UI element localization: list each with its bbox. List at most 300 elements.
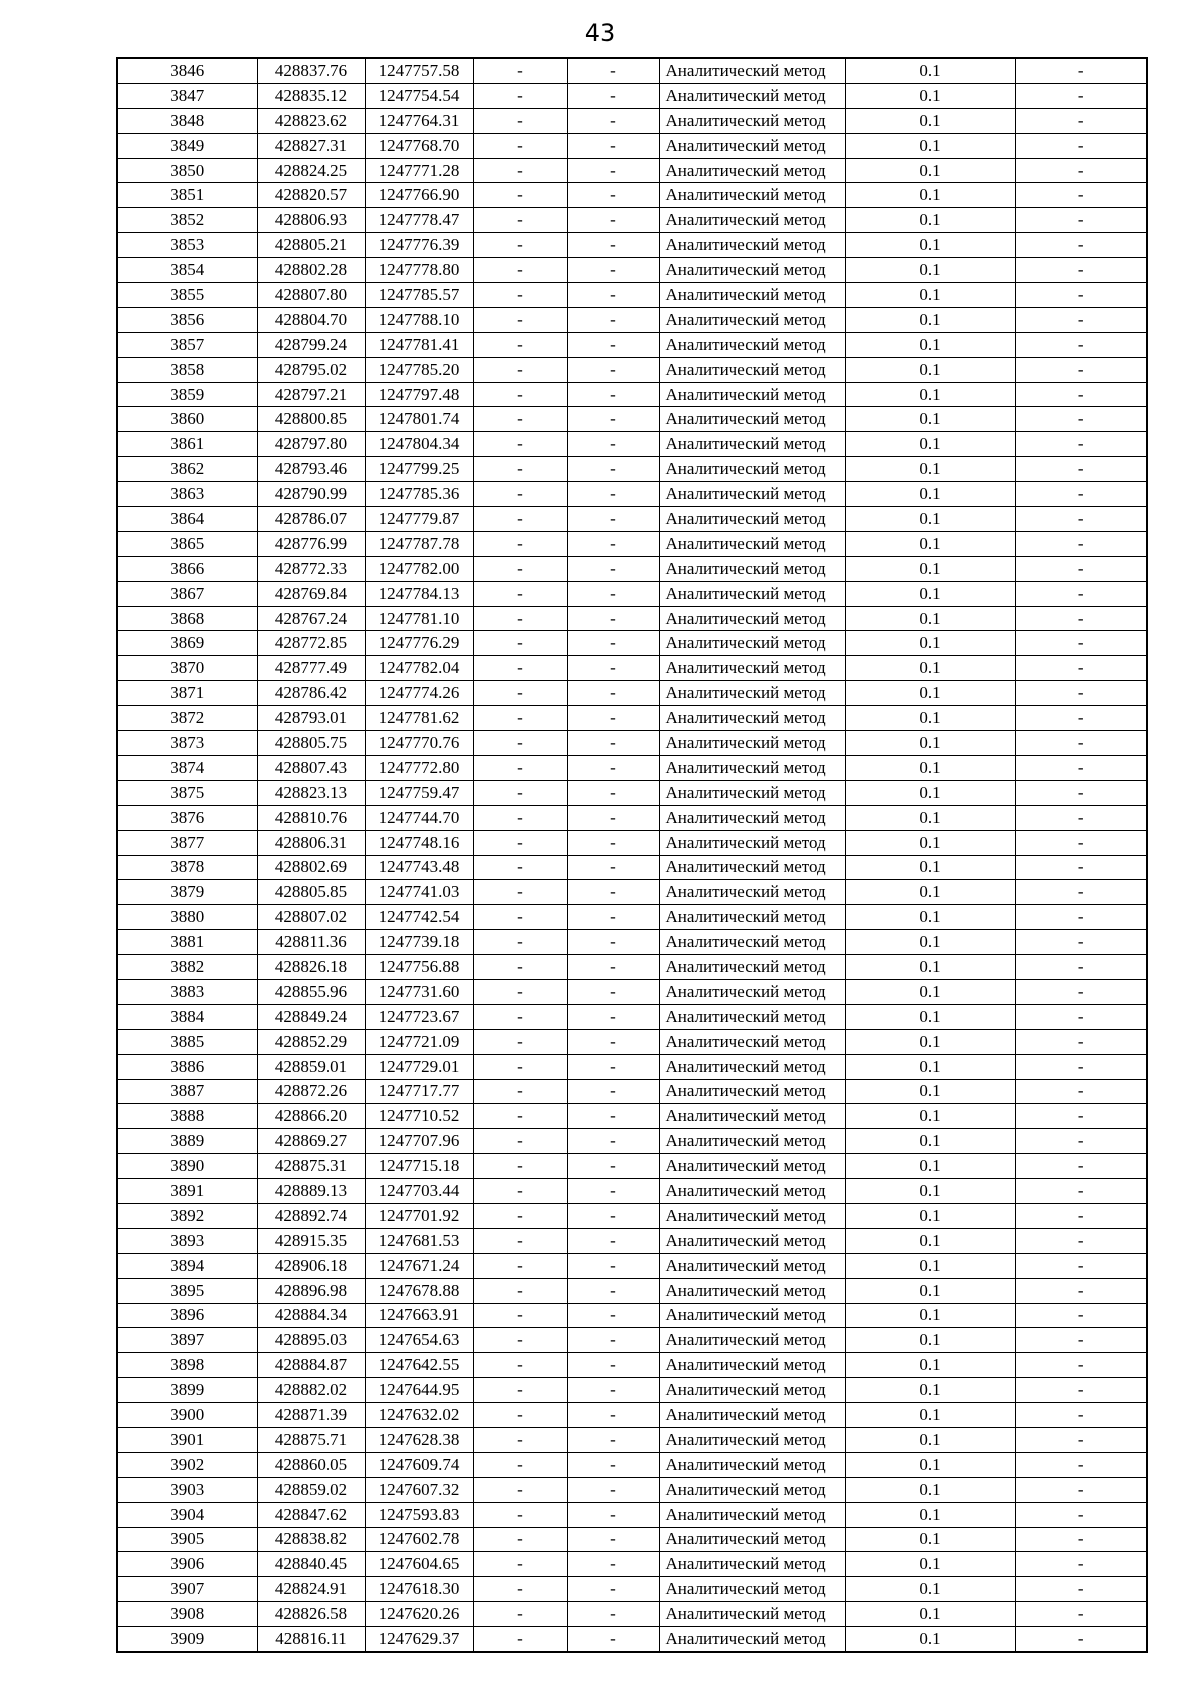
- y-coordinate-cell: 1247618.30: [365, 1577, 473, 1602]
- empty-cell-a: -: [473, 1004, 567, 1029]
- accuracy-cell: 0.1: [845, 1602, 1015, 1627]
- x-coordinate-cell: 428806.31: [257, 830, 365, 855]
- method-cell: Аналитический метод: [659, 108, 845, 133]
- table-row: [117, 1403, 1147, 1428]
- y-coordinate-cell: 1247782.00: [365, 556, 473, 581]
- table-row: [117, 656, 1147, 681]
- table-row: [117, 283, 1147, 308]
- empty-cell-c: -: [1015, 706, 1147, 731]
- accuracy-cell: 0.1: [845, 955, 1015, 980]
- empty-cell-b: -: [567, 805, 659, 830]
- accuracy-cell: 0.1: [845, 1029, 1015, 1054]
- method-cell: Аналитический метод: [659, 83, 845, 108]
- y-coordinate-cell: 1247782.04: [365, 656, 473, 681]
- empty-cell-c: -: [1015, 581, 1147, 606]
- y-coordinate-cell: 1247785.36: [365, 482, 473, 507]
- empty-cell-c: -: [1015, 731, 1147, 756]
- point-number-cell: 3869: [117, 631, 257, 656]
- method-cell: Аналитический метод: [659, 482, 845, 507]
- accuracy-cell: 0.1: [845, 357, 1015, 382]
- method-cell: Аналитический метод: [659, 731, 845, 756]
- y-coordinate-cell: 1247784.13: [365, 581, 473, 606]
- point-number-cell: 3908: [117, 1602, 257, 1627]
- accuracy-cell: 0.1: [845, 283, 1015, 308]
- x-coordinate-cell: 428823.13: [257, 780, 365, 805]
- accuracy-cell: 0.1: [845, 556, 1015, 581]
- x-coordinate-cell: 428799.24: [257, 332, 365, 357]
- x-coordinate-cell: 428826.18: [257, 955, 365, 980]
- y-coordinate-cell: 1247632.02: [365, 1403, 473, 1428]
- method-cell: Аналитический метод: [659, 880, 845, 905]
- empty-cell-b: -: [567, 1228, 659, 1253]
- accuracy-cell: 0.1: [845, 133, 1015, 158]
- method-cell: Аналитический метод: [659, 706, 845, 731]
- table-row: [117, 382, 1147, 407]
- table-row: [117, 631, 1147, 656]
- point-number-cell: 3866: [117, 556, 257, 581]
- point-number-cell: 3860: [117, 407, 257, 432]
- empty-cell-a: -: [473, 332, 567, 357]
- y-coordinate-cell: 1247681.53: [365, 1228, 473, 1253]
- table-row: [117, 1253, 1147, 1278]
- x-coordinate-cell: 428793.01: [257, 706, 365, 731]
- method-cell: Аналитический метод: [659, 830, 845, 855]
- y-coordinate-cell: 1247602.78: [365, 1527, 473, 1552]
- y-coordinate-cell: 1247743.48: [365, 855, 473, 880]
- method-cell: Аналитический метод: [659, 1378, 845, 1403]
- method-cell: Аналитический метод: [659, 457, 845, 482]
- table-row: [117, 1353, 1147, 1378]
- table-row: [117, 1179, 1147, 1204]
- empty-cell-c: -: [1015, 955, 1147, 980]
- x-coordinate-cell: 428786.42: [257, 681, 365, 706]
- accuracy-cell: 0.1: [845, 233, 1015, 258]
- table-row: [117, 581, 1147, 606]
- method-cell: Аналитический метод: [659, 1054, 845, 1079]
- y-coordinate-cell: 1247678.88: [365, 1278, 473, 1303]
- empty-cell-c: -: [1015, 1328, 1147, 1353]
- table-row: [117, 880, 1147, 905]
- empty-cell-a: -: [473, 1527, 567, 1552]
- table-row: [117, 979, 1147, 1004]
- x-coordinate-cell: 428849.24: [257, 1004, 365, 1029]
- empty-cell-b: -: [567, 1427, 659, 1452]
- point-number-cell: 3895: [117, 1278, 257, 1303]
- x-coordinate-cell: 428786.07: [257, 507, 365, 532]
- empty-cell-c: -: [1015, 1353, 1147, 1378]
- point-number-cell: 3897: [117, 1328, 257, 1353]
- empty-cell-a: -: [473, 1079, 567, 1104]
- accuracy-cell: 0.1: [845, 780, 1015, 805]
- empty-cell-b: -: [567, 1054, 659, 1079]
- table-row: [117, 905, 1147, 930]
- table-row: [117, 855, 1147, 880]
- point-number-cell: 3871: [117, 681, 257, 706]
- point-number-cell: 3887: [117, 1079, 257, 1104]
- point-number-cell: 3904: [117, 1502, 257, 1527]
- y-coordinate-cell: 1247723.67: [365, 1004, 473, 1029]
- x-coordinate-cell: 428805.75: [257, 731, 365, 756]
- empty-cell-b: -: [567, 1328, 659, 1353]
- empty-cell-a: -: [473, 1228, 567, 1253]
- method-cell: Аналитический метод: [659, 855, 845, 880]
- point-number-cell: 3893: [117, 1228, 257, 1253]
- empty-cell-a: -: [473, 1129, 567, 1154]
- empty-cell-a: -: [473, 1577, 567, 1602]
- y-coordinate-cell: 1247604.65: [365, 1552, 473, 1577]
- x-coordinate-cell: 428875.71: [257, 1427, 365, 1452]
- table-row: [117, 606, 1147, 631]
- empty-cell-b: -: [567, 357, 659, 382]
- empty-cell-c: -: [1015, 1452, 1147, 1477]
- point-number-cell: 3903: [117, 1477, 257, 1502]
- y-coordinate-cell: 1247741.03: [365, 880, 473, 905]
- empty-cell-a: -: [473, 507, 567, 532]
- point-number-cell: 3882: [117, 955, 257, 980]
- empty-cell-c: -: [1015, 1228, 1147, 1253]
- empty-cell-c: -: [1015, 606, 1147, 631]
- empty-cell-c: -: [1015, 979, 1147, 1004]
- accuracy-cell: 0.1: [845, 1328, 1015, 1353]
- accuracy-cell: 0.1: [845, 382, 1015, 407]
- empty-cell-a: -: [473, 1054, 567, 1079]
- empty-cell-a: -: [473, 1627, 567, 1652]
- method-cell: Аналитический метод: [659, 1328, 845, 1353]
- accuracy-cell: 0.1: [845, 681, 1015, 706]
- empty-cell-a: -: [473, 382, 567, 407]
- x-coordinate-cell: 428807.02: [257, 905, 365, 930]
- empty-cell-b: -: [567, 1278, 659, 1303]
- empty-cell-a: -: [473, 233, 567, 258]
- page-number: 43: [584, 19, 616, 47]
- point-number-cell: 3850: [117, 158, 257, 183]
- method-cell: Аналитический метод: [659, 1253, 845, 1278]
- accuracy-cell: 0.1: [845, 531, 1015, 556]
- empty-cell-a: -: [473, 283, 567, 308]
- empty-cell-c: -: [1015, 407, 1147, 432]
- empty-cell-b: -: [567, 233, 659, 258]
- empty-cell-a: -: [473, 930, 567, 955]
- empty-cell-a: -: [473, 1278, 567, 1303]
- empty-cell-c: -: [1015, 755, 1147, 780]
- table-row: [117, 1104, 1147, 1129]
- empty-cell-a: -: [473, 1104, 567, 1129]
- point-number-cell: 3899: [117, 1378, 257, 1403]
- point-number-cell: 3906: [117, 1552, 257, 1577]
- y-coordinate-cell: 1247642.55: [365, 1353, 473, 1378]
- table-row: [117, 955, 1147, 980]
- y-coordinate-cell: 1247781.62: [365, 706, 473, 731]
- empty-cell-c: -: [1015, 1253, 1147, 1278]
- accuracy-cell: 0.1: [845, 1577, 1015, 1602]
- x-coordinate-cell: 428806.93: [257, 208, 365, 233]
- x-coordinate-cell: 428797.21: [257, 382, 365, 407]
- table-row: [117, 482, 1147, 507]
- empty-cell-b: -: [567, 332, 659, 357]
- empty-cell-c: -: [1015, 482, 1147, 507]
- empty-cell-c: -: [1015, 83, 1147, 108]
- table-row: [117, 1004, 1147, 1029]
- empty-cell-c: -: [1015, 1602, 1147, 1627]
- x-coordinate-cell: 428884.87: [257, 1353, 365, 1378]
- empty-cell-c: -: [1015, 1527, 1147, 1552]
- method-cell: Аналитический метод: [659, 507, 845, 532]
- point-number-cell: 3881: [117, 930, 257, 955]
- table-row: [117, 706, 1147, 731]
- accuracy-cell: 0.1: [845, 1104, 1015, 1129]
- empty-cell-a: -: [473, 656, 567, 681]
- table-row: [117, 805, 1147, 830]
- point-number-cell: 3909: [117, 1627, 257, 1652]
- empty-cell-b: -: [567, 1253, 659, 1278]
- table-row: [117, 681, 1147, 706]
- method-cell: Аналитический метод: [659, 1079, 845, 1104]
- empty-cell-a: -: [473, 133, 567, 158]
- table-row: [117, 556, 1147, 581]
- accuracy-cell: 0.1: [845, 407, 1015, 432]
- y-coordinate-cell: 1247701.92: [365, 1203, 473, 1228]
- y-coordinate-cell: 1247776.29: [365, 631, 473, 656]
- empty-cell-a: -: [473, 780, 567, 805]
- x-coordinate-cell: 428804.70: [257, 307, 365, 332]
- empty-cell-c: -: [1015, 631, 1147, 656]
- empty-cell-c: -: [1015, 1104, 1147, 1129]
- empty-cell-a: -: [473, 905, 567, 930]
- empty-cell-b: -: [567, 706, 659, 731]
- accuracy-cell: 0.1: [845, 1527, 1015, 1552]
- empty-cell-c: -: [1015, 1154, 1147, 1179]
- table-row: [117, 258, 1147, 283]
- x-coordinate-cell: 428772.33: [257, 556, 365, 581]
- empty-cell-c: -: [1015, 1029, 1147, 1054]
- method-cell: Аналитический метод: [659, 581, 845, 606]
- point-number-cell: 3849: [117, 133, 257, 158]
- point-number-cell: 3879: [117, 880, 257, 905]
- x-coordinate-cell: 428838.82: [257, 1527, 365, 1552]
- empty-cell-b: -: [567, 83, 659, 108]
- table-row: [117, 1527, 1147, 1552]
- point-number-cell: 3907: [117, 1577, 257, 1602]
- y-coordinate-cell: 1247731.60: [365, 979, 473, 1004]
- x-coordinate-cell: 428807.43: [257, 755, 365, 780]
- empty-cell-b: -: [567, 307, 659, 332]
- table-row: [117, 307, 1147, 332]
- y-coordinate-cell: 1247742.54: [365, 905, 473, 930]
- method-cell: Аналитический метод: [659, 1627, 845, 1652]
- accuracy-cell: 0.1: [845, 1278, 1015, 1303]
- empty-cell-c: -: [1015, 1004, 1147, 1029]
- empty-cell-a: -: [473, 1179, 567, 1204]
- y-coordinate-cell: 1247781.41: [365, 332, 473, 357]
- table-row: [117, 1378, 1147, 1403]
- empty-cell-a: -: [473, 1253, 567, 1278]
- empty-cell-b: -: [567, 1378, 659, 1403]
- empty-cell-a: -: [473, 531, 567, 556]
- empty-cell-b: -: [567, 606, 659, 631]
- empty-cell-a: -: [473, 457, 567, 482]
- empty-cell-b: -: [567, 930, 659, 955]
- point-number-cell: 3868: [117, 606, 257, 631]
- y-coordinate-cell: 1247759.47: [365, 780, 473, 805]
- x-coordinate-cell: 428824.25: [257, 158, 365, 183]
- x-coordinate-cell: 428800.85: [257, 407, 365, 432]
- method-cell: Аналитический метод: [659, 283, 845, 308]
- empty-cell-a: -: [473, 631, 567, 656]
- method-cell: Аналитический метод: [659, 307, 845, 332]
- accuracy-cell: 0.1: [845, 631, 1015, 656]
- empty-cell-b: -: [567, 1602, 659, 1627]
- accuracy-cell: 0.1: [845, 1427, 1015, 1452]
- accuracy-cell: 0.1: [845, 258, 1015, 283]
- table-row: [117, 1552, 1147, 1577]
- accuracy-cell: 0.1: [845, 1552, 1015, 1577]
- table-row: [117, 1602, 1147, 1627]
- empty-cell-b: -: [567, 1104, 659, 1129]
- empty-cell-a: -: [473, 258, 567, 283]
- method-cell: Аналитический метод: [659, 1602, 845, 1627]
- x-coordinate-cell: 428793.46: [257, 457, 365, 482]
- empty-cell-c: -: [1015, 432, 1147, 457]
- x-coordinate-cell: 428802.28: [257, 258, 365, 283]
- empty-cell-b: -: [567, 581, 659, 606]
- accuracy-cell: 0.1: [845, 930, 1015, 955]
- x-coordinate-cell: 428769.84: [257, 581, 365, 606]
- empty-cell-c: -: [1015, 108, 1147, 133]
- empty-cell-b: -: [567, 556, 659, 581]
- x-coordinate-cell: 428847.62: [257, 1502, 365, 1527]
- y-coordinate-cell: 1247744.70: [365, 805, 473, 830]
- y-coordinate-cell: 1247721.09: [365, 1029, 473, 1054]
- table-row: [117, 1203, 1147, 1228]
- point-number-cell: 3888: [117, 1104, 257, 1129]
- method-cell: Аналитический метод: [659, 133, 845, 158]
- empty-cell-b: -: [567, 631, 659, 656]
- point-number-cell: 3851: [117, 183, 257, 208]
- x-coordinate-cell: 428816.11: [257, 1627, 365, 1652]
- method-cell: Аналитический метод: [659, 407, 845, 432]
- empty-cell-c: -: [1015, 1427, 1147, 1452]
- y-coordinate-cell: 1247644.95: [365, 1378, 473, 1403]
- empty-cell-a: -: [473, 307, 567, 332]
- method-cell: Аналитический метод: [659, 930, 845, 955]
- y-coordinate-cell: 1247776.39: [365, 233, 473, 258]
- empty-cell-a: -: [473, 1203, 567, 1228]
- empty-cell-a: -: [473, 83, 567, 108]
- empty-cell-a: -: [473, 1427, 567, 1452]
- empty-cell-a: -: [473, 755, 567, 780]
- x-coordinate-cell: 428802.69: [257, 855, 365, 880]
- point-number-cell: 3873: [117, 731, 257, 756]
- empty-cell-c: -: [1015, 1577, 1147, 1602]
- x-coordinate-cell: 428767.24: [257, 606, 365, 631]
- y-coordinate-cell: 1247707.96: [365, 1129, 473, 1154]
- point-number-cell: 3878: [117, 855, 257, 880]
- accuracy-cell: 0.1: [845, 1154, 1015, 1179]
- empty-cell-b: -: [567, 1029, 659, 1054]
- empty-cell-c: -: [1015, 1552, 1147, 1577]
- x-coordinate-cell: 428915.35: [257, 1228, 365, 1253]
- point-number-cell: 3886: [117, 1054, 257, 1079]
- accuracy-cell: 0.1: [845, 755, 1015, 780]
- accuracy-cell: 0.1: [845, 979, 1015, 1004]
- accuracy-cell: 0.1: [845, 606, 1015, 631]
- empty-cell-a: -: [473, 979, 567, 1004]
- table-row: [117, 158, 1147, 183]
- empty-cell-a: -: [473, 855, 567, 880]
- table-row: [117, 1328, 1147, 1353]
- table-row: [117, 531, 1147, 556]
- method-cell: Аналитический метод: [659, 955, 845, 980]
- x-coordinate-cell: 428772.85: [257, 631, 365, 656]
- empty-cell-b: -: [567, 1477, 659, 1502]
- table-row: [117, 755, 1147, 780]
- x-coordinate-cell: 428855.96: [257, 979, 365, 1004]
- table-row: [117, 1054, 1147, 1079]
- point-number-cell: 3883: [117, 979, 257, 1004]
- accuracy-cell: 0.1: [845, 58, 1015, 83]
- method-cell: Аналитический метод: [659, 1502, 845, 1527]
- x-coordinate-cell: 428892.74: [257, 1203, 365, 1228]
- empty-cell-c: -: [1015, 382, 1147, 407]
- y-coordinate-cell: 1247754.54: [365, 83, 473, 108]
- method-cell: Аналитический метод: [659, 1129, 845, 1154]
- empty-cell-c: -: [1015, 58, 1147, 83]
- table-row: [117, 1228, 1147, 1253]
- point-number-cell: 3857: [117, 332, 257, 357]
- empty-cell-c: -: [1015, 531, 1147, 556]
- point-number-cell: 3874: [117, 755, 257, 780]
- empty-cell-c: -: [1015, 133, 1147, 158]
- y-coordinate-cell: 1247629.37: [365, 1627, 473, 1652]
- x-coordinate-cell: 428869.27: [257, 1129, 365, 1154]
- x-coordinate-cell: 428811.36: [257, 930, 365, 955]
- empty-cell-b: -: [567, 108, 659, 133]
- point-number-cell: 3889: [117, 1129, 257, 1154]
- empty-cell-a: -: [473, 805, 567, 830]
- empty-cell-a: -: [473, 183, 567, 208]
- x-coordinate-cell: 428805.85: [257, 880, 365, 905]
- table-row: [117, 208, 1147, 233]
- method-cell: Аналитический метод: [659, 258, 845, 283]
- empty-cell-c: -: [1015, 183, 1147, 208]
- empty-cell-b: -: [567, 58, 659, 83]
- method-cell: Аналитический метод: [659, 1104, 845, 1129]
- point-number-cell: 3847: [117, 83, 257, 108]
- x-coordinate-cell: 428807.80: [257, 283, 365, 308]
- point-number-cell: 3870: [117, 656, 257, 681]
- point-number-cell: 3880: [117, 905, 257, 930]
- method-cell: Аналитический метод: [659, 1228, 845, 1253]
- accuracy-cell: 0.1: [845, 432, 1015, 457]
- method-cell: Аналитический метод: [659, 1353, 845, 1378]
- empty-cell-b: -: [567, 407, 659, 432]
- empty-cell-b: -: [567, 258, 659, 283]
- x-coordinate-cell: 428866.20: [257, 1104, 365, 1129]
- accuracy-cell: 0.1: [845, 1179, 1015, 1204]
- y-coordinate-cell: 1247785.57: [365, 283, 473, 308]
- accuracy-cell: 0.1: [845, 805, 1015, 830]
- point-number-cell: 3858: [117, 357, 257, 382]
- table-row: [117, 58, 1147, 83]
- y-coordinate-cell: 1247772.80: [365, 755, 473, 780]
- point-number-cell: 3852: [117, 208, 257, 233]
- table-row: [117, 1452, 1147, 1477]
- accuracy-cell: 0.1: [845, 1502, 1015, 1527]
- accuracy-cell: 0.1: [845, 457, 1015, 482]
- point-number-cell: 3848: [117, 108, 257, 133]
- empty-cell-b: -: [567, 432, 659, 457]
- point-number-cell: 3855: [117, 283, 257, 308]
